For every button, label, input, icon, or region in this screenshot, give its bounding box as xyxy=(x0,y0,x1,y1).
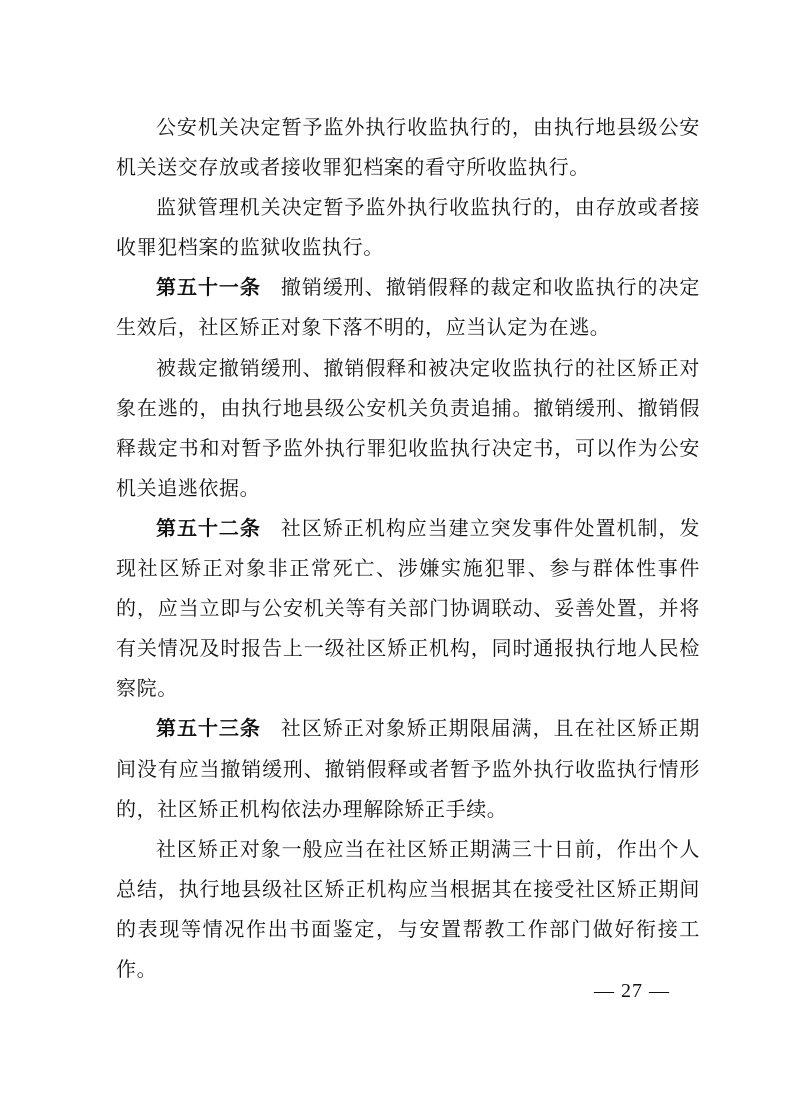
paragraph-text: 被裁定撤销缓刑、撤销假释和被决定收监执行的社区矫正对象在逃的，由执行地县级公安机关负责追捕。撤销缓刑、撤销假释裁定书和对暂予监外执行罪犯收监执行决定书，可以作为公安机关追逃依据。 xyxy=(116,355,700,500)
paragraph xyxy=(116,508,700,708)
paragraph xyxy=(116,708,700,828)
article-number: 第五十二条 xyxy=(156,515,261,540)
paragraph xyxy=(116,829,700,989)
paragraph xyxy=(116,107,700,187)
paragraph xyxy=(116,267,700,347)
article-number: 第五十三条 xyxy=(156,716,261,741)
paragraph xyxy=(116,348,700,508)
paragraph-text: 社区矫正机构应当建立突发事件处置机制，发现社区矫正对象非正常死亡、涉嫌实施犯罪、参与群体性事件的，应当立即与公安机关等有关部门协调联动、妥善处置，并将有关情况及时报告上一级社区矫正机构，同时通报执行地人民检察院。 xyxy=(116,515,700,701)
paragraph xyxy=(116,187,700,267)
paragraph-text: 公安机关决定暂予监外执行收监执行的，由执行地县级公安机关送交存放或者接收罪犯档案的看守所收监执行。 xyxy=(116,115,700,180)
paragraph-text: 社区矫正对象一般应当在社区矫正期满三十日前，作出个人总结，执行地县级社区矫正机构应当根据其在接受社区矫正期间的表现等情况作出书面鉴定，与安置帮教工作部门做好衔接工作。 xyxy=(116,836,700,981)
paragraph-text: 监狱管理机关决定暂予监外执行收监执行的，由存放或者接收罪犯档案的监狱收监执行。 xyxy=(116,195,700,260)
paragraph-text: 社区矫正对象矫正期限届满，且在社区矫正期间没有应当撤销缓刑、撤销假释或者暂予监外执行收监执行情形的，社区矫正机构依法办理解除矫正手续。 xyxy=(116,716,700,821)
paragraph-text: 撤销缓刑、撤销假释的裁定和收监执行的决定生效后，社区矫正对象下落不明的，应当认定为在逃。 xyxy=(116,275,700,340)
page-number: — 27 — xyxy=(594,980,670,1002)
article-number: 第五十一条 xyxy=(156,275,261,300)
document-body xyxy=(116,107,700,989)
